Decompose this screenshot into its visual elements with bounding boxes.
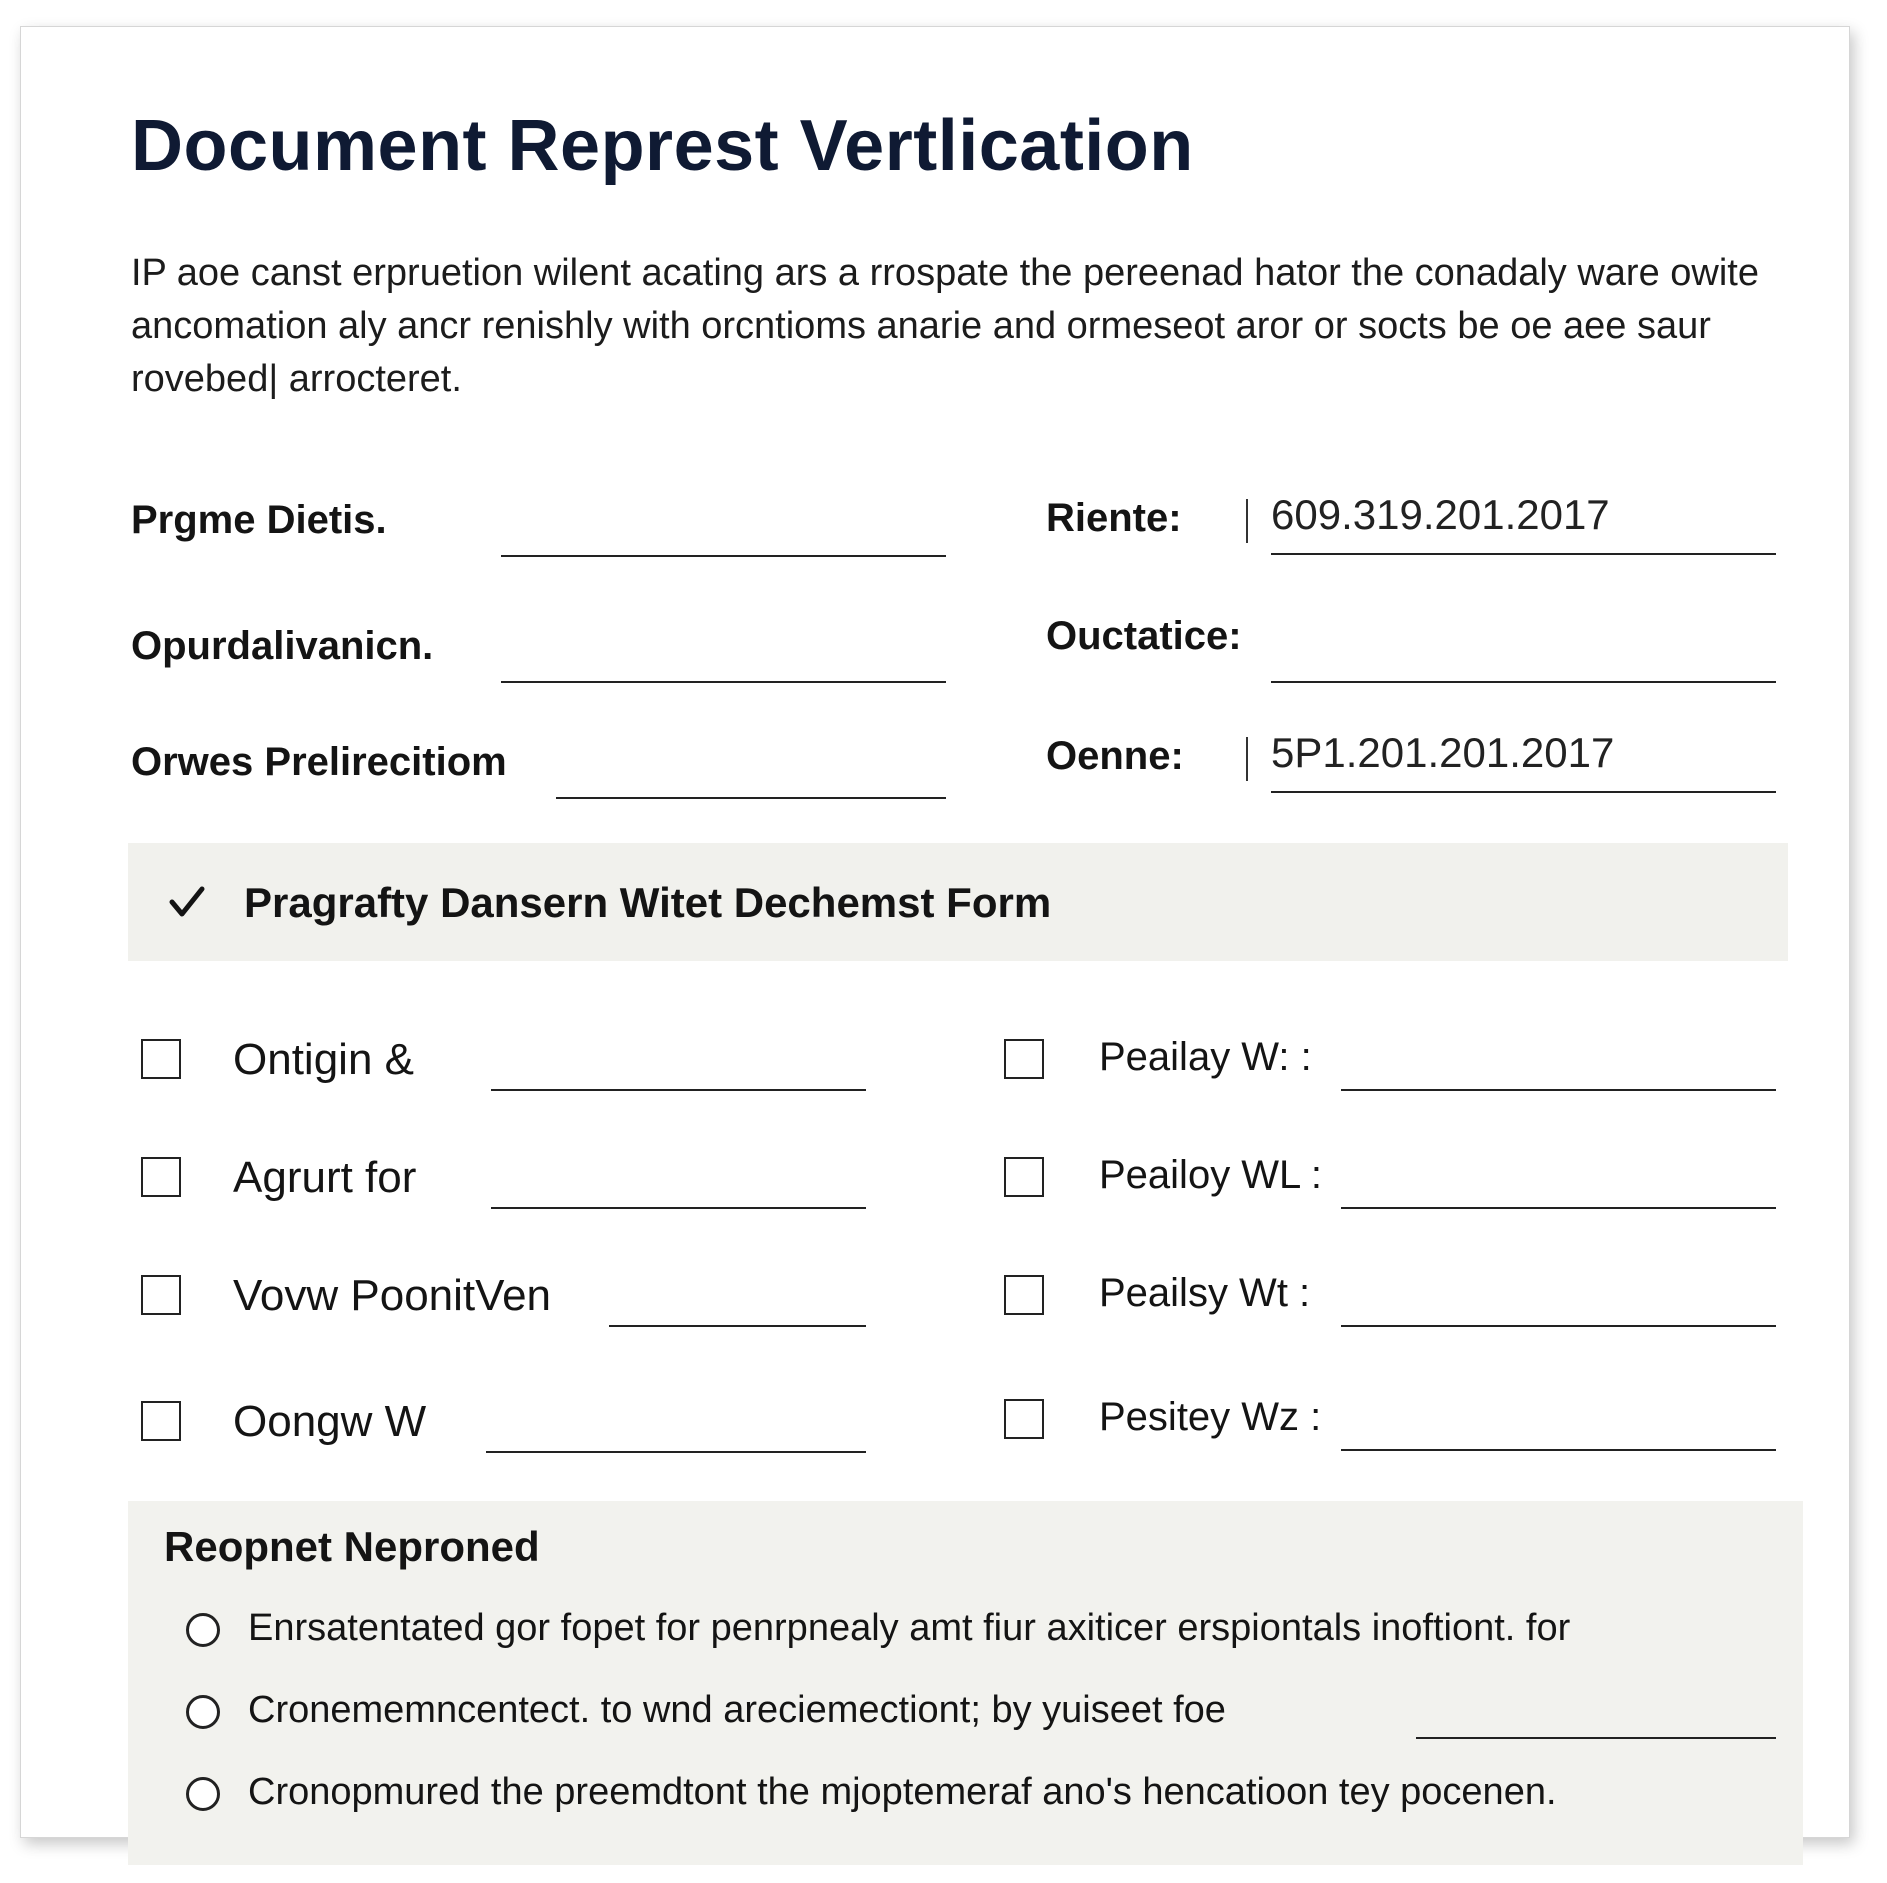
response-panel [128, 1501, 1803, 1865]
checkbox-label: Peailsy Wt : [1099, 1271, 1311, 1315]
checkbox-input-line[interactable] [491, 1207, 866, 1209]
text-cursor [1246, 499, 1248, 543]
field-label: Oenne: [1046, 734, 1184, 778]
checkbox-input-line[interactable] [1341, 1207, 1776, 1209]
checkbox-label: Peailoy WL : [1099, 1153, 1323, 1197]
radio-label: Cronememncentect. to wnd areciemectiont; by yuiseet foe [248, 1689, 1226, 1731]
field-input-line[interactable] [1271, 791, 1776, 793]
checkbox[interactable] [141, 1275, 181, 1315]
checkbox[interactable] [1004, 1275, 1044, 1315]
checkbox-label: Oongw W [233, 1397, 427, 1446]
radio-label: Enrsatentated gor fopet for penrpnealy amt fiur axiticer erspiontals inoftiont. for [248, 1607, 1571, 1649]
text-cursor [1246, 737, 1248, 781]
check-icon [168, 883, 206, 921]
checkbox-input-line[interactable] [609, 1325, 866, 1327]
field-left-2 [131, 613, 946, 683]
checklist-item [141, 1263, 866, 1333]
field-value[interactable]: 5P1.201.201.2017 [1271, 729, 1615, 776]
field-label: Ouctatice: [1046, 614, 1242, 658]
radio-button[interactable] [186, 1613, 220, 1647]
checkbox[interactable] [1004, 1039, 1044, 1079]
checkbox[interactable] [141, 1039, 181, 1079]
checkbox-label: Pesitey Wz : [1099, 1395, 1322, 1439]
banner-title: Pragrafty Dansern Witet Dechemst Form [244, 879, 1052, 926]
document-title: Document Represt Vertlication [131, 106, 1194, 186]
field-label: Opurdalivanicn. [131, 624, 434, 668]
field-left-1 [131, 487, 946, 557]
document-sheet [20, 26, 1850, 1838]
checkbox-label: Agrurt for [233, 1153, 417, 1202]
field-input-line[interactable] [501, 681, 946, 683]
intro-paragraph: IP aoe canst erpruetion wilent acating ars a rrospate the pereenad hator the conadaly ware owite ancomation aly ancr renishly with orcntioms anarie and ormeseot aror or socts be oe aee saur rovebed| arrocteret. [131, 252, 1759, 400]
field-label: Riente: [1046, 496, 1182, 540]
checkbox-input-line[interactable] [1341, 1325, 1776, 1327]
checkbox-input-line[interactable] [1341, 1089, 1776, 1091]
checklist-item [1004, 1027, 1776, 1097]
field-right-2 [1046, 613, 1776, 683]
checklist-item [141, 1389, 866, 1459]
checklist-item [141, 1145, 866, 1215]
radio-button[interactable] [186, 1777, 220, 1811]
checklist-item [141, 1027, 866, 1097]
checkbox[interactable] [1004, 1399, 1044, 1439]
field-right-1 [1046, 485, 1776, 555]
radio-input-line[interactable] [1416, 1737, 1776, 1739]
checkbox[interactable] [1004, 1157, 1044, 1197]
field-input-line[interactable] [1271, 681, 1776, 683]
section-banner [128, 843, 1788, 961]
checklist-item [1004, 1145, 1776, 1215]
field-label: Orwes Prelirecitiom [131, 740, 507, 784]
response-title: Reopnet Neproned [164, 1523, 540, 1570]
radio-button[interactable] [186, 1695, 220, 1729]
field-left-3 [131, 729, 946, 799]
radio-label: Cronopmured the preemdtont the mjoptemeraf ano's hencatioon tey pocenen. [248, 1771, 1557, 1813]
checkbox-input-line[interactable] [1341, 1449, 1776, 1451]
radio-option [186, 1765, 1776, 1825]
checkbox-label: Peailay W: : [1099, 1035, 1312, 1079]
checkbox-input-line[interactable] [486, 1451, 866, 1453]
checkbox-input-line[interactable] [491, 1089, 866, 1091]
checkbox[interactable] [141, 1157, 181, 1197]
field-input-line[interactable] [556, 797, 946, 799]
field-value[interactable]: 609.319.201.2017 [1271, 491, 1610, 538]
radio-option [186, 1683, 1776, 1743]
checklist-item [1004, 1263, 1776, 1333]
checkbox-label: Vovw PoonitVen [233, 1271, 552, 1320]
checkbox-label: Ontigin & [233, 1035, 414, 1084]
checklist-item [1004, 1387, 1776, 1457]
field-input-line[interactable] [501, 555, 946, 557]
field-input-line[interactable] [1271, 553, 1776, 555]
field-label: Prgme Dietis. [131, 498, 387, 542]
checkbox[interactable] [141, 1401, 181, 1441]
radio-option [186, 1601, 1776, 1661]
field-right-3 [1046, 723, 1776, 793]
